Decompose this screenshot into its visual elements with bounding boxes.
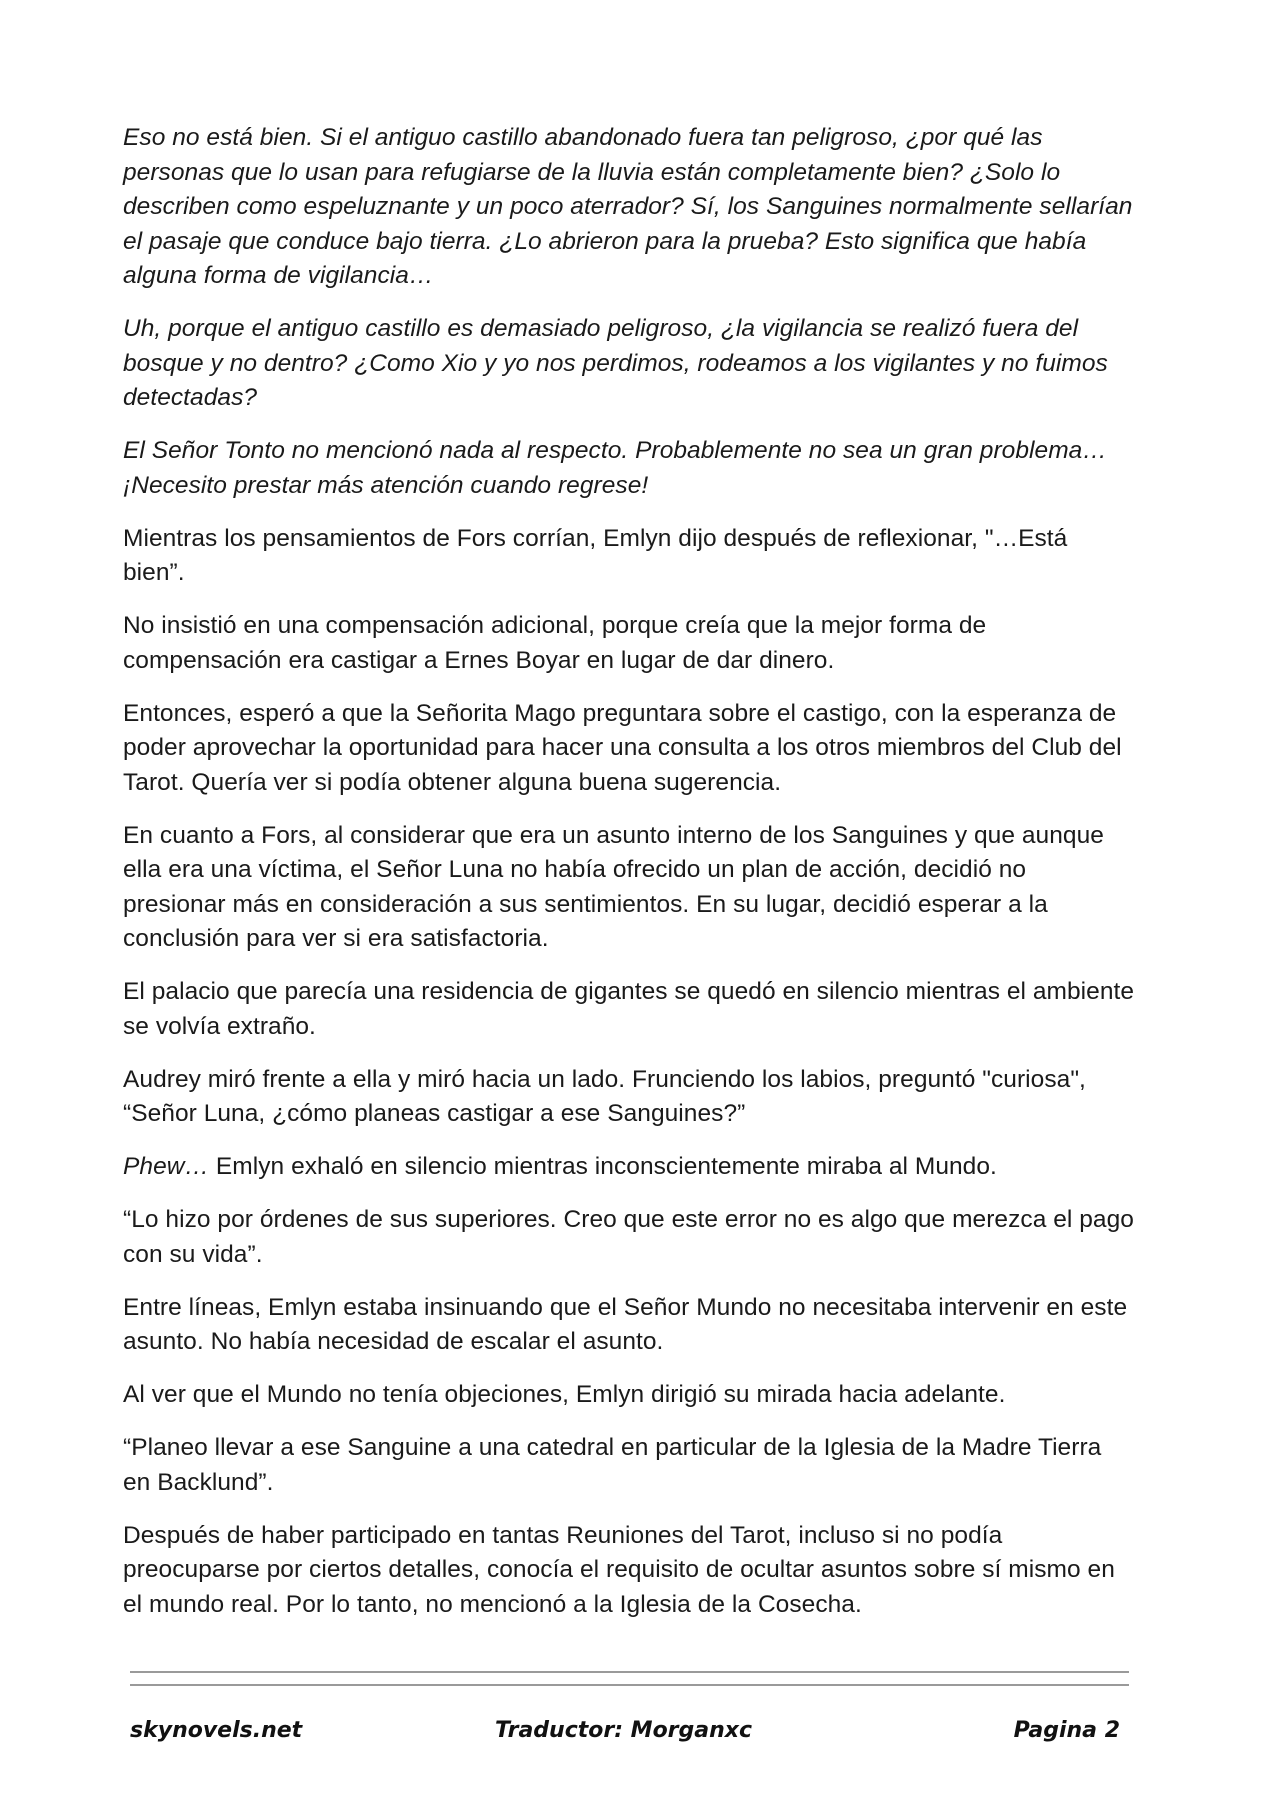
paragraph: Entonces, esperó a que la Señorita Mago preguntara sobre el castigo, con la esperanza de poder aprovechar la oportunidad para hacer una consulta a los otros miembros del Club del Tarot. Quería ver si podía obtener alguna buena sugerencia.	[123, 699, 1122, 796]
page-footer	[130, 1714, 1120, 1748]
paragraph	[123, 1150, 1135, 1185]
document-body	[123, 121, 1135, 1641]
paragraph-text: Emlyn exhaló en silencio mientras inconscientemente miraba al Mundo.	[209, 1153, 997, 1180]
paragraph: Eso no está bien. Si el antiguo castillo abandonado fuera tan peligroso, ¿por qué las personas que lo usan para refugiarse de la lluvia están completamente bien? ¿Solo lo describen como espeluznante y un poco aterrador? Sí, los Sanguines normalmente sellarían el pasaje que conduce bajo tierra. ¿Lo abrieron para la prueba? Esto significa que había alguna forma de vigilancia…	[123, 124, 1133, 289]
paragraph: El palacio que parecía una residencia de gigantes se quedó en silencio mientras el ambiente se volvía extraño.	[123, 978, 1135, 1040]
paragraph-lead-italic: Phew…	[123, 1153, 210, 1180]
paragraph: Después de haber participado en tantas Reuniones del Tarot, incluso si no podía preocuparse por ciertos detalles, conocía el requisito de ocultar asuntos sobre sí mismo en el mundo real. Por lo tanto, no mencionó a la Iglesia de la Cosecha.	[123, 1521, 1115, 1618]
paragraph: El Señor Tonto no mencionó nada al respecto. Probablemente no sea un gran problema… ¡Necesito prestar más atención cuando regrese!	[123, 437, 1107, 499]
paragraph: Al ver que el Mundo no tenía objeciones, Emlyn dirigió su mirada hacia adelante.	[123, 1381, 1006, 1408]
footer-rule-bottom	[130, 1684, 1129, 1686]
footer-divider	[130, 1671, 1129, 1686]
paragraph: No insistió en una compensación adicional, porque creía que la mejor forma de compensación era castigar a Ernes Boyar en lugar de dar dinero.	[123, 612, 987, 674]
paragraph: Audrey miró frente a ella y miró hacia un lado. Frunciendo los labios, preguntó "curiosa", “Señor Luna, ¿cómo planeas castigar a ese Sanguines?”	[123, 1065, 1086, 1127]
footer-site: skynovels.net	[130, 1718, 303, 1743]
footer-translator: Traductor: Morganxc	[495, 1718, 753, 1743]
paragraph: En cuanto a Fors, al considerar que era un asunto interno de los Sanguines y que aunque ella era una víctima, el Señor Luna no había ofrecido un plan de acción, decidió no presionar más en consideración a sus sentimientos. En su lugar, decidió esperar a la conclusión para ver si era satisfactoria.	[123, 821, 1104, 952]
paragraph: Uh, porque el antiguo castillo es demasiado peligroso, ¿la vigilancia se realizó fuera del bosque y no dentro? ¿Como Xio y yo nos perdimos, rodeamos a los vigilantes y no fuimos detectadas?	[123, 315, 1108, 411]
paragraph: “Lo hizo por órdenes de sus superiores. Creo que este error no es algo que merezca el pago con su vida”.	[123, 1206, 1134, 1268]
paragraph: “Planeo llevar a ese Sanguine a una catedral en particular de la Iglesia de la Madre Tierra en Backlund”.	[123, 1434, 1102, 1496]
paragraph: Mientras los pensamientos de Fors corrían, Emlyn dijo después de reflexionar, "…Está bien”.	[123, 524, 1068, 586]
footer-rule-top	[130, 1671, 1129, 1673]
paragraph: Entre líneas, Emlyn estaba insinuando que el Señor Mundo no necesitaba intervenir en este asunto. No había necesidad de escalar el asunto.	[123, 1293, 1128, 1355]
footer-page-number: Pagina 2	[1013, 1718, 1120, 1743]
